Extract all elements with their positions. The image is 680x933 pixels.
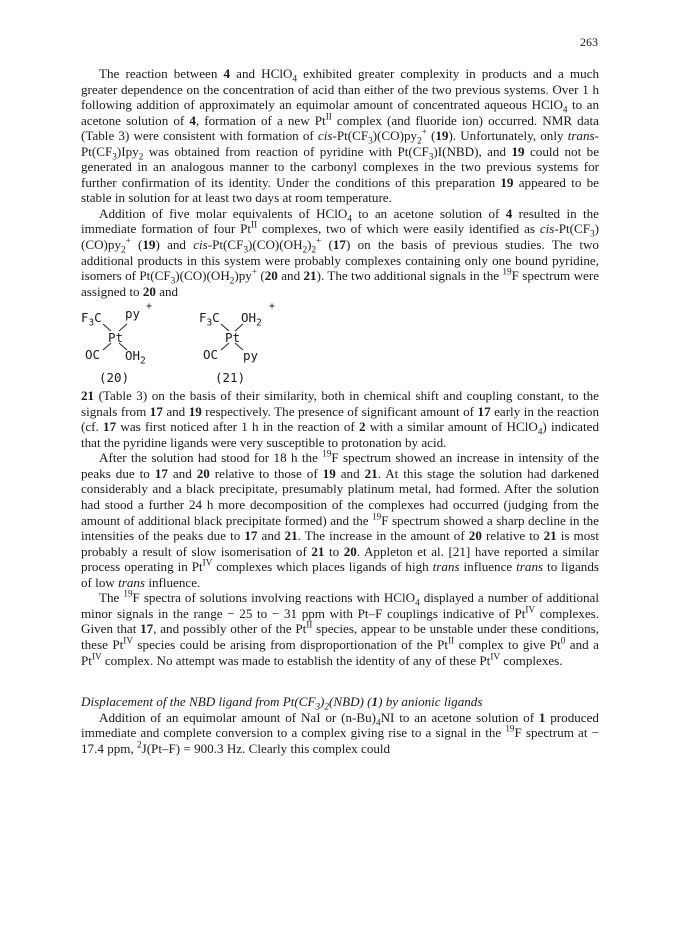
body-text	[81, 66, 599, 756]
paragraph-5: The $^{19}$F spectra of solutions involving reactions with HClO$_4$ displayed a number of additional minor signals in the range − 25 to − 31 ppm with Pt–F couplings indicative of $Pt^{IV}$ complexes. Given that 17, and possibly other of the $Pt^{II}$ species, appear to be unstable under these conditions, these $Pt^{IV}$ species could be arising from disproportionation of the $Pt^{II}$ complex to give Pt$^0$ and a $Pt^{IV}$ complex. No attempt was made to establish the identity of any of these $Pt^{IV}$ complexes.	[81, 588, 600, 668]
paragraph-1: The reaction between 4 and HClO$_4$ exhibited greater complexity in products and a much greater dependence on the concentration of acid than either of the two previous systems. Over 1 h following addition of approximately an equimolar amount of concentrated aqueous HClO$_4$ to an acetone solution of 4, formation of a new $Pt^{II}$ complex (and fluoride ion) occurred. NMR data (Table 3) were consistent with formation of cis-$Pt(CF_3)(CO)py_2^+$ (19). Unfortunately, only trans-$Pt(CF_3)Ipy_2$ was obtained from reaction of pyridine with $Pt(CF_3)I(NBD)$, and 19 could not be generated in an analogous manner to the carbonyl complexes in the two previous systems for further confirmation of its identity. Under the conditions of this preparation 19 appeared to be stable in solution for at least two days at room temperature.	[81, 66, 600, 206]
py-label: py	[243, 348, 259, 364]
page-number: 263	[580, 35, 598, 49]
py-label: py	[125, 306, 141, 322]
pt-label: Pt	[108, 330, 124, 346]
oh2-label: $OH_2$	[125, 348, 146, 367]
f3c-label: $F_3C$	[81, 310, 102, 329]
charge-plus: +	[269, 301, 276, 313]
compound-number-21: (21)	[215, 370, 246, 386]
chemical-structures	[81, 302, 599, 386]
compound-number-20: (20)	[99, 370, 130, 386]
paragraph-2: Addition of five molar equivalents of HClO$_4$ to an acetone solution of 4 resulted in the immediate formation of four $Pt^{II}$ complexes, two of which were easily identified as cis-$Pt(CF_3)(CO)py_2^+$ (19) and cis-$Pt(CF_3)(CO)(OH_2)_2^+$ (17) on the basis of previous studies. The two additional products in this system were probably complexes containing only one bound pyridine, isomers of $Pt(CF_3)(CO)(OH_2)py^+$ (20 and 21). The two additional signals in the $^{19}$F spectrum were assigned to 20 and	[81, 205, 600, 299]
pt-label: Pt	[225, 330, 241, 346]
paragraph-6: Addition of an equimolar amount of NaI or $(n-Bu)_4NI$ to an acetone solution of 1 produced immediate and complete conversion to a complex giving rise to a signal in the $^{19}$F spectrum at − 17.4 ppm, $^2$J(Pt–F) = 900.3 Hz. Clearly this complex could	[81, 709, 599, 756]
paragraph-3: 21 (Table 3) on the basis of their similarity, both in chemical shift and coupling constant, to the signals from 17 and 19 respectively. The presence of significant amount of 17 early in the reaction (cf. 17 was first noticed after 1 h in the reaction of 2 with a similar amount of HClO$_4$) indicated that the pyridine ligands were very susceptible to protonation by acid.	[81, 388, 599, 450]
oc-label: OC	[203, 347, 219, 363]
oh2-label: $OH_2$	[241, 310, 262, 329]
oc-label: OC	[85, 347, 101, 363]
f3c-label: $F_3C$	[199, 310, 220, 329]
structure-20	[81, 302, 151, 386]
paragraph-4: After the solution had stood for 18 h the $^{19}$F spectrum showed an increase in intensity of the peaks due to 17 and 20 relative to those of 19 and 21. At this stage the solution had darkened considerably and a black precipitate, presumably platinum metal, had formed. After the solution had stood a further 24 h more decomposition of the complexes had occurred (judging from the amount of additional black precipitate formed) and the $^{19}$F spectrum showed a sharp decline in the intensities of the peaks due to 17 and 21. The increase in the amount of 20 relative to 21 is most probably a result of slow isomerisation of 21 to 20. Appleton et al. [21] have reported a similar process operating in $Pt^{IV}$ complexes which places ligands of high trans influence trans to ligands of low trans influence.	[81, 449, 600, 590]
structure-21	[191, 301, 276, 386]
section-heading: Displacement of the NBD ligand from $Pt(CF_3)_2(NBD)$ (1) by anionic ligands	[81, 694, 483, 712]
charge-plus: +	[146, 301, 153, 313]
